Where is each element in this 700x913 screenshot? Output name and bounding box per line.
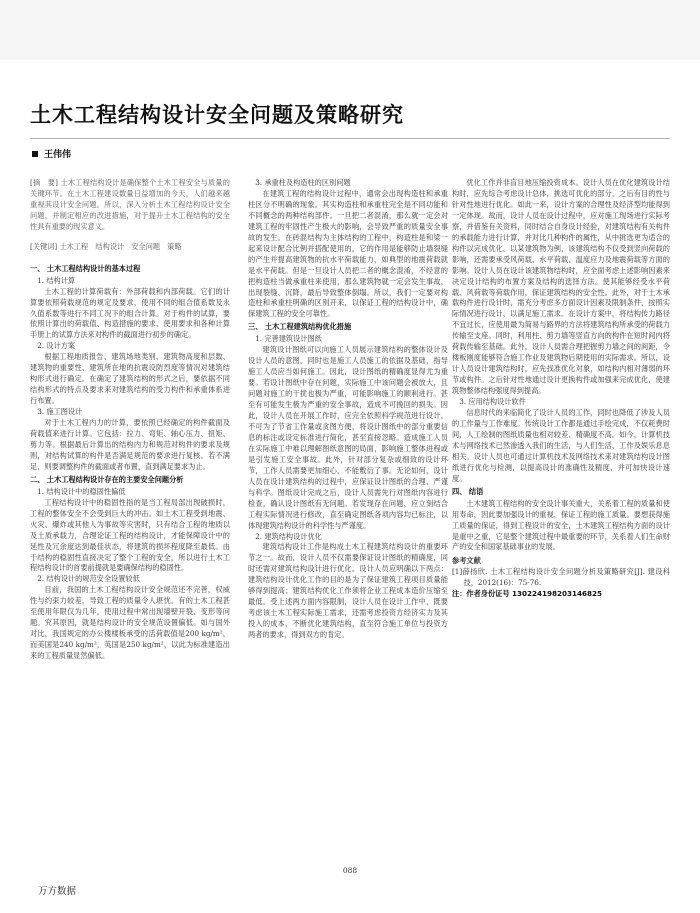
body-paragraph: 建筑结构设计工作是构成土木工程建筑结构设计的重要环节之一。故而，设计人员不仅需要保证设计图纸的精确度，同时还需对建筑结构设计进行优化。设计人员应明确以下两点：建筑结构设计优化工作的目的是为了保证建筑工程项目质量能够得到提高；建筑结构优化工作须将企业工程成本造价压缩至最低。受上述两方面内容限制，设计人员在设计工作中，既要考虑该土木工程实际施工需求，还需考虑投资方经济实力及其投入的成本，不断优化建筑结构，直至符合施工单位与投资方两者的要求，得到双方的肯定。 — [248, 542, 448, 640]
references-list — [452, 567, 670, 589]
keywords-label: [关键词] — [30, 241, 58, 251]
body-paragraph: 信息时代的来临简化了设计人员的工作，同时也降低了涉及人员的工作量与工作难度。传统设计工作都是通过手绘完成，不仅耗费时间，人工绘制的图纸质量也相对较差、精确度不高。如今，计算机技术与网络技术已然渗透入我们的生活，与人们生活、工作及娱乐息息相关。设计人员也可通过计算机技术及网络技术来对建筑结构设计图纸进行优化与检测，以提高设计的准确性及精度，并可加快设计速度。 — [452, 408, 670, 483]
column-1-body — [30, 264, 230, 662]
author-note-value: 130224198203146825 — [512, 589, 603, 599]
subsection-heading: 2. 建筑结构设计优化 — [255, 531, 322, 541]
page-number: 088 — [342, 866, 358, 875]
author-note-label: 注：作者身份证号 — [452, 589, 510, 599]
reference-number: [1] — [452, 567, 463, 577]
body-paragraph: 土木建筑工程结构的安全设计事关重大，关系着工程的质量和使用寿命，因此要加强设计的重视，保证工程的施工质量。要想获得施工质量的保证，得到工程设计的安全，土木建筑工程结构方面的设计是重中之重，它是整个建筑过程中最重要的环节，关系着人们生命财产的安全和国家基础事业的发展。 — [452, 498, 670, 552]
keywords-text: 土木工程 结构设计 安全问题 策略 — [59, 241, 182, 251]
subsection-heading: 1. 结构计算 — [37, 275, 76, 285]
subsection-heading: 1. 结构设计中的稳固性偏低 — [37, 486, 126, 496]
reference-item — [452, 567, 670, 589]
title-divider — [30, 138, 670, 139]
body-paragraph: 对于土木工程内力的计算，要依照已经确定的构件截面及荷载值来进行计算。它包括：拉力、弯矩、轴心压力、扭矩、剪力等。根据最后计算出的结构内力和规范对构件的要求及规则，对结构试算的构件是否满足规范的要求进行复核。若不满足，则要调整构件的截面或者布置，直到满足要求为止。 — [30, 418, 230, 471]
abstract-label: [摘 要] — [30, 178, 58, 187]
body-paragraph: 工程结构设计中的稳固性指的是当工程局部出现破损时，工程的整体安全不会受到巨大的冲击。如土木工程受到地震、火灾、爆炸或其他人为事故等灾害时，只有结合工程的地质以及土质承载力，合理论证工程的结构设计，才能保障设计中的延性及冗余度达到最佳状态，将建筑的损坏程度降至最低。由于结构的稳固性直接决定了整个工程的安全，所以进行土木工程结构设计的首要前提就是要确保结构的稳固性。 — [30, 497, 230, 573]
subsection-heading: 2. 结构设计的规范安全设置较低 — [37, 574, 140, 584]
subsection-heading: 3. 承重柱及构造柱的区别问题 — [255, 178, 351, 187]
section-heading: 一、 土木工程结构设计的基本过程 — [30, 263, 141, 273]
column-3 — [452, 178, 670, 843]
bullet-square-icon — [32, 151, 38, 157]
body-paragraph: 土木工程的计算荷载有：外部荷载和内部荷载。它们的计算要依照荷载规范的规定及要求，使用不同的组合值系数及永久值系数等进行不同工况下的组合计算。对于构件的试算，要依照计算出的荷载值、构造措施的要求、使用要求和各种计算手册上的试算方法来对构件的截面进行初步的确定。 — [30, 286, 230, 340]
body-paragraph: 根据工程地质报告、建筑场地类别、建筑物高度和层数、建筑物的重要性、建筑所在地的抗震设防烈度等情况对建筑结构形式进行确定。在确定了建筑结构的形式之后，要依据不同结构形式的特点及要求来对建筑结构的受力构件和承重体系进行布置。 — [30, 352, 230, 406]
header-band — [0, 0, 700, 60]
abstract-text: 土木工程结构设计是确保整个土木工程安全与质量的关键环节。在土木工程建设数量日益增加的今天，人们越来越重视其设计安全问题。所以，深入分析土木工程结构设计安全问题，并制定相应的改进措施，对于提升土木工程结构的安全性具有重要的现实意义。 — [30, 178, 230, 231]
section-heading: 二、 土木工程结构设计存在的主要安全问题分析 — [30, 474, 184, 484]
section-heading: 三、 土木工程建筑结构优化措施 — [248, 322, 352, 332]
author-name: 王伟伟 — [44, 150, 72, 160]
column-2 — [248, 178, 448, 843]
article-title: 土木工程结构设计安全问题及策略研究 — [30, 103, 404, 127]
references-heading: 参考文献 — [452, 556, 481, 566]
footer-logo: 万方数据 — [38, 886, 77, 897]
subsection-heading: 3. 应用结构设计软件 — [459, 397, 526, 407]
subsection-heading: 1. 完善建筑设计图纸 — [255, 334, 322, 344]
subsection-heading: 3. 施工图设计 — [37, 407, 83, 417]
subsection-heading: 2. 设计方案 — [37, 341, 76, 351]
column-2-body — [248, 178, 448, 641]
body-paragraph: 目前，我国的土木工程结构设计安全规范还不完善，权威性与约束力较差，导致工程的质量令人堪忧。有的土木工程甚至使用年限仅为几年，使用过程中常出现墙壁开裂、变形等问题。究其原因，就是结构设计的安全规范设置偏低。如与国外对比，我国规定的办公楼楼板承受的活荷载值是200 kg/m²，而美国是240 kg/m²，英国是250 kg/m²，以此为标准建造出来的工程质量显然偏低。 — [30, 585, 230, 661]
abstract — [30, 178, 230, 233]
keywords — [30, 242, 230, 253]
body-paragraph: 优化工作并非盲目地压缩投资成本。设计人员在优化建筑设计结构时，应先综合考虑设计总体，挑选可优化的部分，之后有目的性与针对性地进行优化。如此一来，设计方案的合理性及经济型均能得到一定体现。故而，设计人员在设计过程中，应对施工现场进行实际考察，并借鉴有关资料，同时结合自身设计经验，对建筑结构有关构件的承载能力进行计算，并对比几种构件的属性，从中挑选更为适合的构件以完成优化。以某建筑物为例，该建筑结构不仅受到竖向荷载的影响，还需要承受风荷载、水平荷载、温度应力及地震荷载等方面的影响。设计人员在设计该建筑物结构时，应全面考虑上述影响因素来决定设计结构的布置方案及结构的选择方法。使其能够经受水平荷载、风荷载等荷载作用，保证建筑结构的安全性。此外，对于土木承载构件进行设计时，需充分考虑多方面设计因素及限制条件，按照实际情况进行设计，以满足施工需求。在设计方案中，将结构传力路径不宜过长，应使用最为简易与路界的方法将建筑结构所承受的荷载力传输至支座。同时，利用柱、剪力墙等竖直方向的构件在短时间内将荷载传输至基础。此外，设计人员需合理把握剪力墙之间的间距，令楼板刚度能够符合施工作业及建筑物后期使用的实际需求。所以，设计人员设计建筑结构时，应先找准优化对象，如结构内相对薄弱的环节或构件。之后针对性地通过设计更换构件或加强来完成优化，使建筑物整体结构强度得到提高。 — [452, 178, 670, 396]
column-1 — [30, 178, 230, 843]
column-3-body — [452, 178, 670, 553]
section-heading: 四、 结语 — [452, 486, 484, 496]
body-paragraph: 建筑设计图纸可以向施工人员展示建筑结构的整体设计及设计人员的意图，同时也是施工人员施工的依据及基础，指导施工人员应当如何施工。因此，设计图纸的精确度显得尤为重要。若设计图纸中存在问题，实际施工中该问题会被放大，且问题对施工的干扰也极为严重，可能影响施工的顺利进行。甚至有可能发生极为严重的安全事故，造成不可挽回的损失。因此，设计人员在开展工作时，应完全依照科学规范进行设计，不可为了节省工作量或贪图方便，将设计图纸中的部分重要信息的标注或设定标准进行简化，甚至直接忽略。造成施工人员在实际施工中难以理解图纸意图的局面，影响施工整体进程或是引发施工安全事故。此外，针对部分复杂或细致的设计环节，工作人员需要更加细心，不能敷衍了事。无论如何，设计人员在设计建筑结构的过程中，应保证设计图纸的合理、严谨与科学。图纸设计完成之后，设计人员需先行对图纸内容进行检查，确认设计图纸有无问题。若发现存在问题，应立刻结合工程实际情况进行修改，直至确定图纸各项内容均已标注，以体现建筑结构设计的科学性与严谨度。 — [248, 345, 448, 530]
reference-text: 薛扬欣. 土木工程结构设计安全问题分析及策略研究[J]. 建设科技，2012(16)：75-76. — [462, 567, 670, 588]
author-line — [32, 147, 71, 160]
author-note — [452, 589, 670, 600]
body-paragraph: 在建筑工程的结构设计过程中，通常会出现构造柱和承重柱区分不明确的现象。其实构造柱和承重柱完全是不同功能和不同概念的两种结构部件。一旦把二者混淆，那么就一定会对建筑工程的牢固性产生极大的影响，会导致严重的质量安全事故的发生。在砖混结构为主体结构的工程中，构造柱是和梁一起来设计配合比例并搭配使用的，它的作用是能够防止墙裂缝的产生并提高建筑物的抗水平荷载能力，如典型的地震荷载就是水平荷载。但是一旦设计人员把二者的概念混淆，不经意的把构造柱当做承重柱来使用，那么建筑物就一定会发生事故，出现裂缝、沉降，最后导致整体倒塌。所以，我们一定要对构造柱和承重柱明确的区别开来，以保证工程的结构设计中，确保建筑工程的安全可靠性。 — [248, 188, 448, 319]
